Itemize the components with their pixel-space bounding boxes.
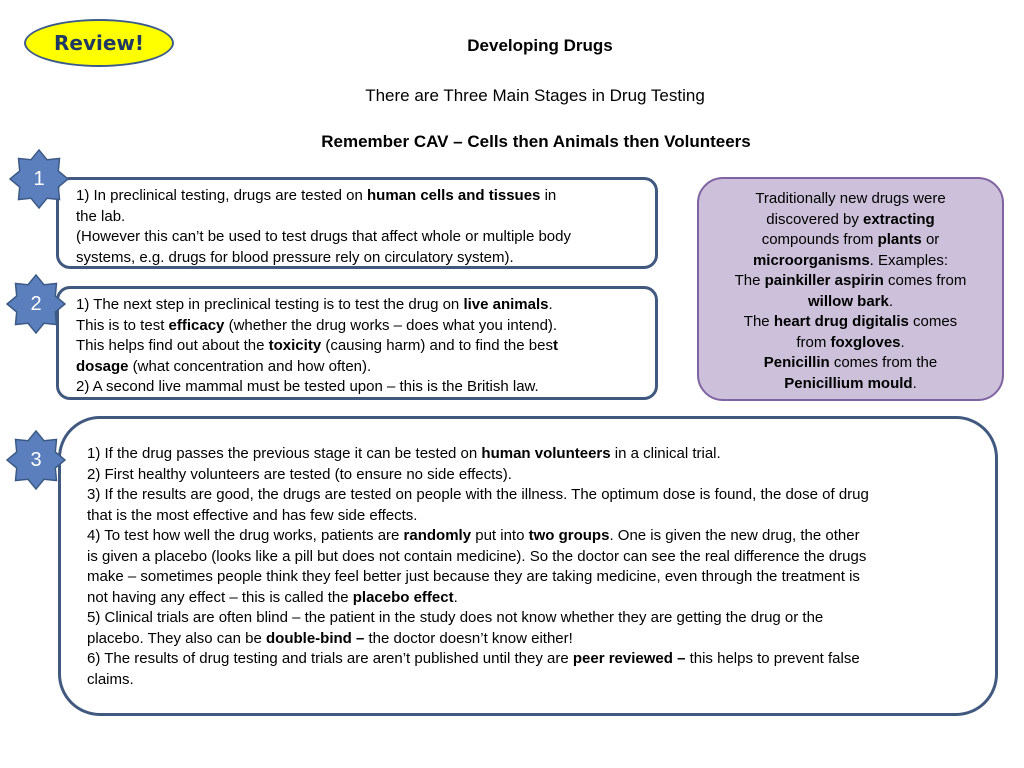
note-line: The heart drug digitalis comes xyxy=(743,313,958,330)
stage-2-line: 2) A second live mammal must be tested upon – this is the British law. xyxy=(76,378,539,395)
stage-3-line: that is the most effective and has few side effects. xyxy=(87,506,418,524)
stage-1-star-icon xyxy=(9,149,69,209)
stage-3-line: 4) To test how well the drug works, patients are randomly put into two groups. One is given the new drug, the other xyxy=(87,527,860,544)
stage-3-line: 5) Clinical trials are often blind – the patient in the study does not know whether they are getting the drug or the xyxy=(87,609,824,626)
note-line: discovered by extracting xyxy=(766,210,935,228)
stage-2-line: This helps find out about the toxicity (causing harm) and to find the best xyxy=(76,337,558,354)
stage-1-line: systems, e.g. drugs for blood pressure rely on circulatory system). xyxy=(76,248,514,266)
review-label: Review! xyxy=(53,31,145,55)
stage-1-number: 1 xyxy=(33,167,45,190)
stage-3-line: 6) The results of drug testing and trials are aren’t published until they are peer reviewed – this helps to prevent false xyxy=(87,650,860,667)
note-line: Penicillium mould. xyxy=(784,374,917,392)
stage-3-number: 3 xyxy=(30,448,42,471)
page-subtitle: There are Three Main Stages in Drug Testing xyxy=(365,86,705,105)
stage-3-line: 3) If the results are good, the drugs are tested on people with the illness. The optimum dose is found, the dose of drug xyxy=(87,486,869,503)
stage-3-line: is given a placebo (looks like a pill but does not contain medicine). So the doctor can see the real difference the drugs xyxy=(87,547,867,565)
note-line: Penicillin comes from the xyxy=(763,354,938,371)
stage-2-line: 1) The next step in preclinical testing is to test the drug on live animals. xyxy=(76,296,553,313)
note-line: compounds from plants or xyxy=(761,231,940,248)
stage-2-box xyxy=(56,286,658,400)
stage-3-line: placebo. They also can be double-bind – the doctor doesn’t know either! xyxy=(87,629,573,647)
remember-cav-heading: Remember CAV – Cells then Animals then Volunteers xyxy=(321,132,751,151)
review-badge xyxy=(24,19,174,67)
note-line: microorganisms. Examples: xyxy=(752,251,949,269)
stage-1-line: the lab. xyxy=(76,207,126,225)
stage-2-line: dosage (what concentration and how often). xyxy=(76,357,372,375)
stage-1-line: 1) In preclinical testing, drugs are tested on human cells and tissues in xyxy=(76,187,557,204)
stage-3-line: claims. xyxy=(87,670,134,688)
note-line: willow bark. xyxy=(807,292,894,310)
stage-2-star-icon xyxy=(6,274,66,334)
traditional-drugs-note xyxy=(697,177,1004,401)
stage-3-line: 1) If the drug passes the previous stage it can be tested on human volunteers in a clinical trial. xyxy=(87,445,721,462)
stage-3-line: not having any effect – this is called the placebo effect. xyxy=(87,588,458,606)
stage-1-line: (However this can’t be used to test drugs that affect whole or multiple body xyxy=(76,228,571,245)
note-line: from foxgloves. xyxy=(796,333,905,351)
note-line: Traditionally new drugs were xyxy=(755,190,946,207)
stage-2-number: 2 xyxy=(30,292,42,315)
stage-3-star-icon xyxy=(6,430,66,490)
stage-3-box xyxy=(58,416,998,716)
stage-3-line: make – sometimes people think they feel better just because they are taking medicine, even through the treatment is xyxy=(87,568,860,585)
note-line: The painkiller aspirin comes from xyxy=(734,272,967,289)
stage-2-line: This is to test efficacy (whether the drug works – does what you intend). xyxy=(76,316,558,334)
stage-3-line: 2) First healthy volunteers are tested (to ensure no side effects). xyxy=(87,465,512,483)
page-title: Developing Drugs xyxy=(467,36,613,55)
stage-1-box xyxy=(56,177,658,269)
